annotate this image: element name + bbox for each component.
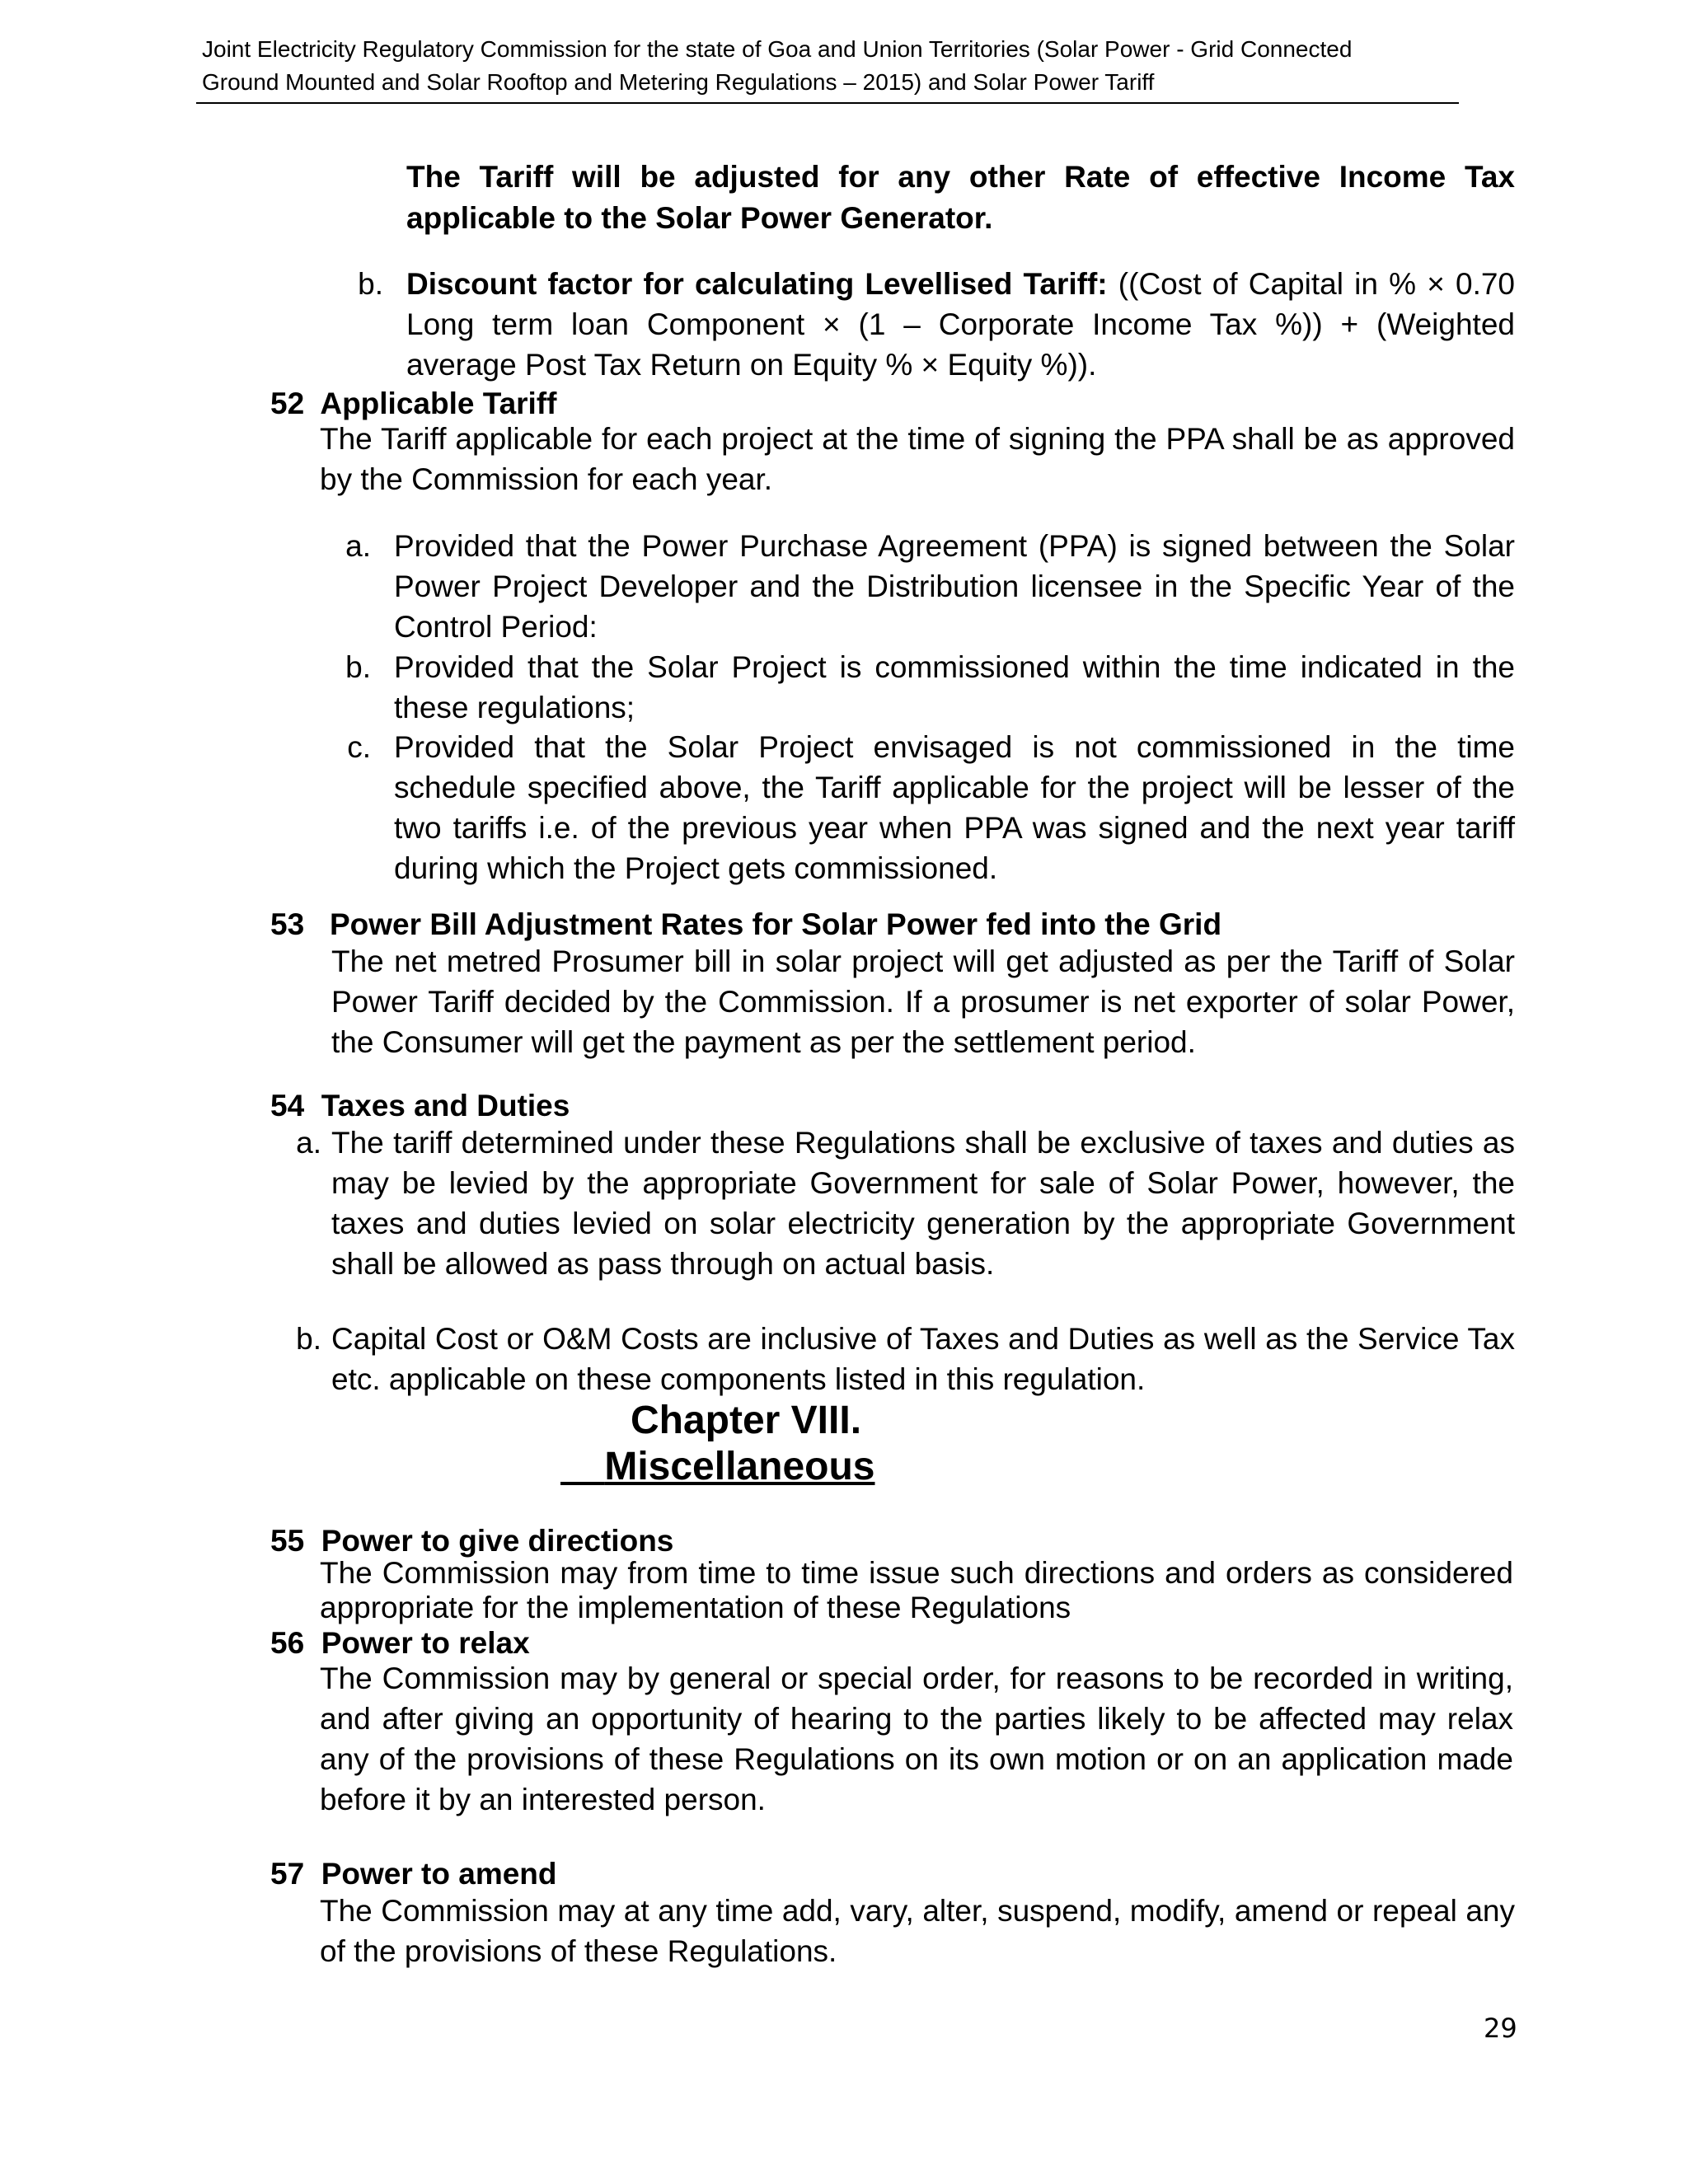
chapter-subtitle: Miscellaneous xyxy=(604,1445,875,1488)
running-header xyxy=(202,33,1488,99)
section-55-number: 55 xyxy=(270,1524,305,1558)
tariff-adjustment-note: The Tariff will be adjusted for any other Rate of effective Income Tax applicable to the Solar Power Generator. xyxy=(406,160,1515,235)
section-54-title: Taxes and Duties xyxy=(321,1089,570,1122)
section-55-heading xyxy=(270,1523,673,1559)
discount-factor-item xyxy=(406,264,1515,385)
section-55-body: The Commission may from time to time issue such directions and orders as considered appropriate for the implementation of these Regulations xyxy=(320,1556,1513,1624)
section-52-number: 52 xyxy=(270,387,305,420)
s52-item-b-text: Provided that the Solar Project is commissioned within the time indicated in the these regulations; xyxy=(394,650,1515,724)
s52-item-c-label: c. xyxy=(347,730,371,764)
section-57-title: Power to amend xyxy=(321,1857,557,1891)
item-b-label: b. xyxy=(358,267,383,301)
section-52-heading xyxy=(270,386,556,422)
section-56-title: Power to relax xyxy=(321,1626,530,1660)
s52-item-c-text: Provided that the Solar Project envisaged is not commissioned in the time schedule specified above, the Tariff applicable for the project will be lesser of the two tariffs i.e. of the previous year when PPA was signed and the next year tariff during which the Project gets commissioned. xyxy=(394,730,1515,885)
discount-factor-text: ((Cost of Capital in % × 0.70 Long term loan Component × (1 – Corporate Income Tax %)) + (Weighted average Post Tax Return on Equity % × Equity %)). xyxy=(406,267,1516,382)
section-57-body: The Commission may at any time add, vary, alter, suspend, modify, amend or repeal any of the provisions of these Regulations. xyxy=(320,1894,1515,1968)
discount-factor-title: Discount factor for calculating Levellised Tariff: xyxy=(406,267,1108,301)
s52-item-a-text: Provided that the Power Purchase Agreement (PPA) is signed between the Solar Power Project Developer and the Distribution licensee in the Specific Year of the Control Period: xyxy=(394,529,1515,644)
chapter-title: Chapter VIII. xyxy=(630,1399,862,1442)
section-52-body: The Tariff applicable for each project at the time of signing the PPA shall be as approved by the Commission for each year. xyxy=(320,422,1515,496)
s54-item-a-text: The tariff determined under these Regulations shall be exclusive of taxes and duties as may be levied by the appropriate Government for sale of Solar Power, however, the taxes and duties levied on solar electricity generation by the appropriate Government shall be allowed as pass through on actual basis. xyxy=(331,1126,1515,1281)
chapter-subtitle-wrap xyxy=(560,1444,890,1490)
header-rule xyxy=(196,102,1459,104)
section-55-title: Power to give directions xyxy=(321,1524,674,1558)
section-53-heading xyxy=(270,907,1221,943)
section-53-body: The net metred Prosumer bill in solar project will get adjusted as per the Tariff of Solar Power Tariff decided by the Commission. If a prosumer is net exporter of solar Power, the Consumer will get the payment as per the settlement period. xyxy=(331,944,1515,1059)
section-57-heading xyxy=(270,1856,557,1892)
section-56-body: The Commission may by general or special order, for reasons to be recorded in writing, and after giving an opportunity of hearing to the parties likely to be affected may relax any of the provisions of these Regulations on its own motion or on an application made before it by an interested person. xyxy=(320,1661,1513,1816)
section-52-title: Applicable Tariff xyxy=(320,387,557,420)
section-56-number: 56 xyxy=(270,1626,305,1660)
section-56-heading xyxy=(270,1625,530,1661)
s54-item-b-label: b. xyxy=(296,1322,321,1356)
section-53-title: Power Bill Adjustment Rates for Solar Power fed into the Grid xyxy=(330,907,1222,941)
page-number: 29 xyxy=(1484,2013,1517,2044)
section-54-heading xyxy=(270,1088,570,1124)
s54-item-b-text: Capital Cost or O&M Costs are inclusive of Taxes and Duties as well as the Service Tax etc. applicable on these components listed in this regulation. xyxy=(331,1322,1515,1396)
header-line-2: Ground Mounted and Solar Rooftop and Metering Regulations – 2015) and Solar Power Tariff xyxy=(202,69,1155,95)
header-line-1: Joint Electricity Regulatory Commission for the state of Goa and Union Territories (Solar Power - Grid Connected xyxy=(202,36,1353,62)
section-53-number: 53 xyxy=(270,907,305,941)
section-57-number: 57 xyxy=(270,1857,305,1891)
s52-item-b-label: b. xyxy=(345,650,371,684)
section-54-number: 54 xyxy=(270,1089,305,1122)
s52-item-a-label: a. xyxy=(345,529,371,563)
s54-item-a-label: a. xyxy=(296,1126,321,1160)
